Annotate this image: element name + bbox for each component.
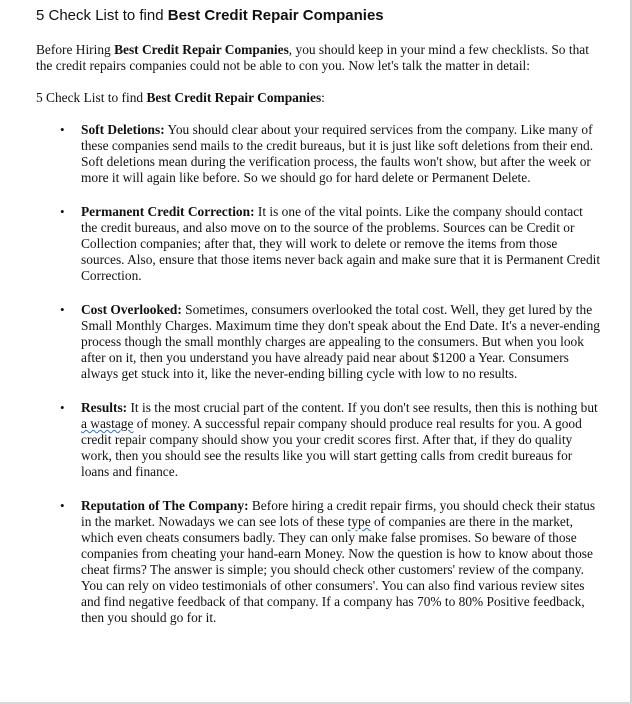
intro-bold: Best Credit Repair Companies xyxy=(114,42,289,57)
item-text-a: It is the most crucial part of the content. If you don't see results, then this is nothing but xyxy=(127,400,598,415)
item-text: It is one of the vital points. Like the company should contact the credit bureaus, and also move on to the source of the problems. Sources can be Credit or Collection companies; after that, they will work to delete or remove the items from those sources. Also, ensure that those items never back again and make sure that it is Permanent Credit Correction. xyxy=(81,204,601,283)
item-term: Reputation of The Company: xyxy=(81,498,249,513)
checklist xyxy=(36,122,602,626)
list-heading-bold: Best Credit Repair Companies xyxy=(146,90,322,105)
list-heading-suffix: : xyxy=(321,90,325,105)
item-text-a: Before hiring a credit repair firms, you should check their status in the market. Nowadays we can see lots of these xyxy=(81,498,596,529)
spellcheck-underlined-text: type xyxy=(347,514,371,529)
bullet-icon: • xyxy=(60,498,65,513)
intro-paragraph xyxy=(36,42,602,74)
list-item xyxy=(36,302,602,382)
list-item xyxy=(36,122,602,186)
item-term: Results: xyxy=(81,400,128,415)
bullet-icon: • xyxy=(60,204,65,219)
item-term: Permanent Credit Correction: xyxy=(81,204,255,219)
item-term: Cost Overlooked: xyxy=(81,302,182,317)
bullet-icon: • xyxy=(60,400,65,415)
page-title xyxy=(36,7,384,24)
title-prefix: 5 Check List to find xyxy=(36,7,168,24)
list-item xyxy=(36,204,602,284)
list-item xyxy=(36,498,602,626)
bullet-icon: • xyxy=(60,302,65,317)
bullet-icon: • xyxy=(60,122,65,137)
list-heading xyxy=(36,90,602,106)
list-heading-prefix: 5 Check List to find xyxy=(36,90,147,105)
article-body xyxy=(36,42,602,644)
spellcheck-underlined-text: a wastage xyxy=(81,416,134,431)
item-text-b: of money. A successful repair company should produce real results for you. A good credit repair company should show you your credit scores first. After that, if they do quality work, then you should see the results like you will start getting calls from credit bureaus for loans and finance. xyxy=(81,416,582,479)
list-item xyxy=(36,400,602,480)
title-bold: Best Credit Repair Companies xyxy=(167,7,384,24)
item-text: You should clear about your required services from the company. Like many of these companies send mails to the credit bureaus, but it is just like soft deletions from their end. Soft deletions mean during the verification process, the faults won't show, but after the week or more it will again like before. So we should go for hard delete or Permanent Delete. xyxy=(81,122,594,185)
item-term: Soft Deletions: xyxy=(81,122,165,137)
intro-part2: , you should keep in your mind a few checklists. So that the credit repairs companies could not be able to con you. Now let's talk the matter in detail: xyxy=(36,42,589,73)
item-text-b: of companies are there in the market, which even cheats consumers badly. They can only make false promises. So beware of those companies from cheating your hand-earn Money. Now the question is how to know about those cheat firms? The answer is simple; you should check other customers' review of the company. You can rely on video testimonials of other consumers'. You can also find various review sites and find negative feedback of that company. If a company has 70% to 80% Positive feedback, then you should go for it. xyxy=(81,514,593,625)
item-text: Sometimes, consumers overlooked the total cost. Well, they get lured by the Small Monthly Charges. Maximum time they don't speak about the End Date. It's a never-ending process though the small monthly charges are appealing to the consumers. But when you look after on it, then you understand you have already paid near about $1200 a Year. Consumers always get stuck into it, like the never-ending billing cycle with low to no results. xyxy=(81,302,601,381)
intro-part1: Before Hiring xyxy=(36,42,115,57)
